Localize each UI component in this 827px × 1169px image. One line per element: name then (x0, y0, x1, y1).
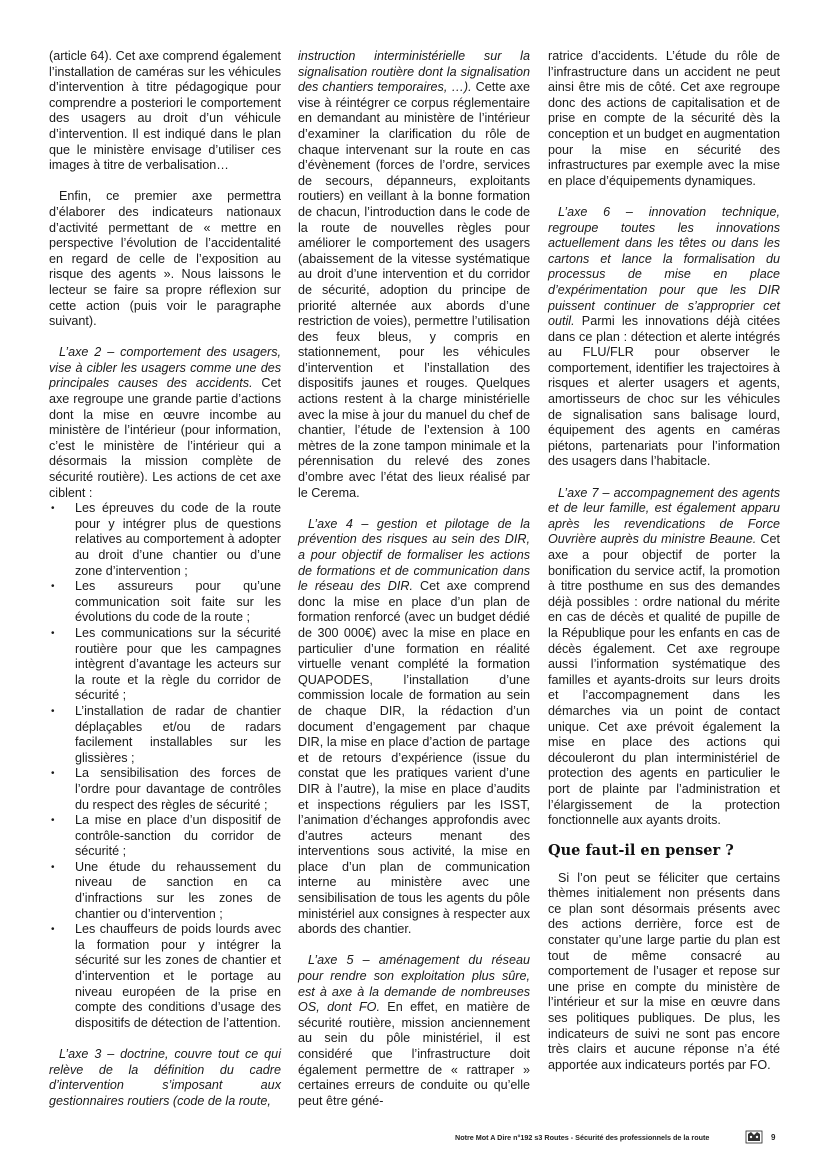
column-2 (298, 49, 530, 1109)
axe-3-title: L’axe 3 – doctrine, couvre tout ce qui relève de la définition du cadre d’intervention s’imposant aux gestionnaires routiers (code de la route, (49, 1047, 281, 1108)
column-1 (49, 49, 281, 1109)
list-item: • Les chauffeurs de poids lourds avec la formation pour y intégrer la sécurité sur les zones de chantier et d’intervention et le portage au niveau européen de la prise en compte des conditions d’usage des dispositifs de détection de l’attention. (49, 922, 281, 1031)
paragraph: (article 64). Cet axe comprend également l’installation de caméras sur les véhicules d’intervention à titre pédagogique pour comprendre a posteriori le comportement des usagers au droit d’un véhicule d’intervention. Il est indiqué dans le plan que le ministère envisage d’utiliser ces images à titre de verbalisation… (49, 49, 281, 173)
paragraph-axe-2 (49, 345, 281, 501)
paragraph: Si l’on peut se féliciter que certains thèmes initialement non présents dans ce plan sont désormais présents avec des actions derrière, force est de constater qu’une large partie du plan est tout de même consacré au comportement de l’usager et repose sur une prise en compte du ministère de l’intérieur et sur la mise en œuvre dans ses politiques publiques. De plus, les indicateurs de suivi ne sont pas encore très clairs et aucune réponse n’a été apportée aux indicateurs portés par FO. (548, 870, 780, 1072)
axe-6-title: L’axe 6 – innovation technique, regroupe toutes les innovations actuellement dans les têtes ou dans les cartons et lance la formalisation du processus de mise en place d’expérimentation pour que les DIR puissent continuer de s’approprier cet outil. (548, 204, 780, 329)
list-item: • Une étude du rehaussement du niveau de sanction en ca d’infractions sur les zones de chantier ou d’intervention ; (49, 860, 281, 922)
fo-logo-icon (745, 1129, 763, 1145)
bullet-list (49, 501, 281, 1031)
section-heading: Que faut-il en penser ? (548, 841, 734, 859)
axe-3-text: Cette axe vise à réintégrer ce corpus réglementaire en demandant au ministère de l’intérieur d’examiner la clarification du rôle de chaque intervenant sur la route en cas d’évènement (forces de l’ordre, services de secours, dépanneurs, exploitants routiers) en veillant à la bonne formation de chacun, l’introduction dans le code de la route de nouvelles règles pour améliorer le comportement des usagers (abaissement de la vitesse systématique au droit d’une intervention et du corridor de sécurité, adoption du principe de priorité alternée aux abords d’une restriction de voies), permettre l’utilisation des feux bleus, y compris en stationnement, pour les véhicules d’intervention et l’installation des dispositifs jaunes et rouges. Quelques actions restent à la charge ministérielle avec la mise à jour du manuel du chef de chantier, l’étude de l’extension à 100 mètres de la zone tampon minimale et la pérennisation du relevé des zones d’ombre avec l’état des lieux réalisé par le Cerema. (298, 80, 530, 500)
axe-4-text: Cet axe comprend donc la mise en place d’un plan de formation renforcé (avec un budget dédié de 300 000€) avec la mise en place en particulier d’une formation en réalité virtuelle venant complété la formation QUAPODES, l’installation d’une commission locale de formation au sein de chaque DIR, la rédaction d’un document d’engagement par chaque DIR, la mise en place d’action de partage et de retours d’expérience (issue du constat que les pratiques varient d’une DIR à l’autre), la mise en place d’audits et inspections réguliers par les ISST, l’animation d’échanges approfondis avec d’autres acteurs menant des interventions sous activité, la mise en place d’un plan de communication interne au ministère avec une sensibilisation de tous les agents du pôle ministériel aux consignes à respecter aux abords des chantier. (298, 579, 530, 937)
axe-5-title: L’axe 5 – aménagement du réseau pour rendre son exploitation plus sûre, est à axe à la demande de nombreuses OS, dont FO. (298, 953, 530, 1015)
list-item: • Les épreuves du code de la route pour y intégrer plus de questions relatives au comportement à adopter au droit d’une chantier ou d’une zone d’intervention ; (49, 501, 281, 579)
page-number: 9 (771, 1133, 776, 1142)
footer-text: Notre Mot A Dire n°192 s3 Routes - Sécurité des professionnels de la route (455, 1133, 710, 1142)
list-item: • La mise en place d’un dispositif de contrôle-sanction du corridor de sécurité ; (49, 813, 281, 860)
paragraph-axe-6 (548, 205, 780, 470)
paragraph (298, 49, 530, 501)
list-item: • Les communications sur la sécurité routière pour que les campagnes intègrent d’avantage les acteurs sur la route et la règle du corridor de sécurité ; (49, 626, 281, 704)
paragraph-axe-3 (49, 1047, 281, 1109)
paragraph-axe-5 (298, 953, 530, 1109)
axe-2-text: Cet axe regroupe une grande partie d’actions dont la mise en œuvre incombe au ministère de l’intérieur (pour information, c’est le ministère de l’intérieur qui a désormais la mission complète de sécurité routière). Les actions de cet axe ciblent : (49, 376, 281, 500)
page-footer (455, 1131, 775, 1145)
paragraph-axe-4 (298, 517, 530, 938)
paragraph: ratrice d’accidents. L’étude du rôle de l’infrastructure dans un accident ne peut ainsi être mis de côté. Cet axe regroupe donc des actions de capitalisation et de prise en compte de la sécurité dès la conception et un budget en augmentation pour la mise en sécurité des infrastructures par exemple avec la mise en place d’équipements dynamiques. (548, 49, 780, 188)
axe-7-text: Cet axe a pour objectif de porter la bonification du service actif, la promotion à titre posthume en sus des demandes déjà possibles : ordre national du mérite en cas de décès et qualité de pupille de la République pour les enfants en cas de décès également. Cet axe regroupe aussi l’information systématique des familles et ayants-droits sur leurs droits et l’accompagnement dans les démarches via un point de contact unique. Cet axe prévoit également la mise en place des actions qui découleront du plan interministériel de protection des agents en particulier le port de plainte par l’administration et l’élargissement de la protection fonctionnelle aux ayants droits. (548, 532, 780, 828)
axe-7-title: L’axe 7 – accompagnement des agents et de leur famille, est également apparu après les revendications de Force Ouvrière auprès du ministre Beaune. (548, 485, 780, 547)
axe-4-title: L’axe 4 – gestion et pilotage de la prévention des risques au sein des DIR, a pour objectif de formaliser les actions de formations et de communication dans le réseau des DIR. (298, 516, 530, 594)
list-item: • La sensibilisation des forces de l’ordre pour davantage de contrôles du respect des règles de sécurité ; (49, 766, 281, 813)
paragraph-axe-7 (548, 486, 780, 829)
axe-2-title: L’axe 2 – comportement des usagers, vise à cibler les usagers comme une des principales causes des accidents. (49, 345, 281, 391)
list-item: • Les assureurs pour qu’une communication soit faite sur les évolutions du code de la route ; (49, 579, 281, 626)
column-3 (548, 49, 780, 1073)
paragraph: Enfin, ce premier axe permettra d’élaborer des indicateurs nationaux d’activité permettant de « mettre en perspective l’évolution de l’accidentalité en regard de celle de l’exposition au risque des agents ». Nous laissons le lecteur se faire sa propre réflexion sur cette action (puis voir le paragraphe suivant). (49, 189, 281, 329)
axe-5-text: En effet, en matière de sécurité routière, mission anciennement au sein du pôle ministériel, il est considéré que l’infrastructure doit également permettre de « rattraper » certaines erreurs de conduite ou qu’elle peut être géné- (298, 1000, 530, 1108)
axe-6-text: Parmi les innovations déjà citées dans ce plan : détection et alerte intégrés au FLU/FLR pour observer le comportement, identifier les trajectoires à risques et alerter usagers et agents, amortisseurs de choc sur les véhicules de signalisation sans balisage lourd, équipement des agents en caméras piétons, partenariats pour l’information des usagers dans l’habitacle. (548, 314, 780, 469)
axe-3-continued: instruction interministérielle sur la signalisation routière dont la signalisation des chantiers temporaires, …). (298, 49, 530, 95)
list-item: • L’installation de radar de chantier déplaçables et/ou de radars facilement installables sur les glissières ; (49, 704, 281, 766)
